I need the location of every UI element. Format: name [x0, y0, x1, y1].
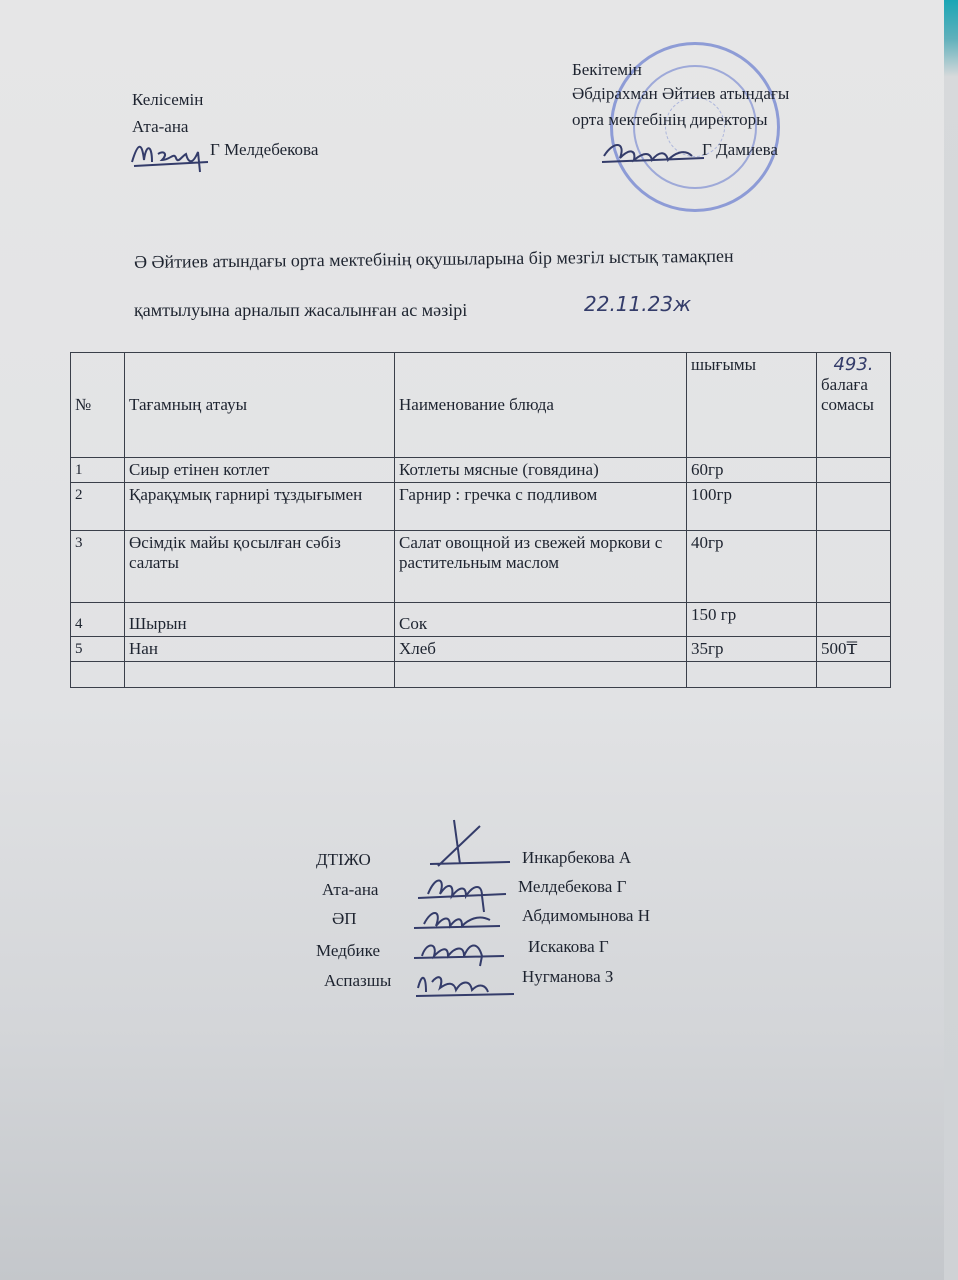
- dish-price: [817, 483, 891, 531]
- header-output: шығымы: [687, 353, 817, 458]
- school-name-line2: орта мектебінің директоры: [572, 110, 768, 129]
- header-dish-kz: Тағамның атауы: [125, 353, 395, 458]
- parent-name: Г Мелдебекова: [210, 140, 319, 159]
- director-signature: [600, 134, 710, 170]
- parent-signature: [128, 132, 218, 174]
- table-row: [71, 458, 891, 483]
- row-number: 4: [71, 603, 125, 637]
- dish-output: 150 гр: [687, 603, 817, 637]
- header-price: [817, 353, 891, 458]
- signature-name: Абдимомынова Н: [522, 906, 650, 925]
- dish-name-ru: Котлеты мясные (говядина): [395, 458, 687, 483]
- school-name-line1: Әбдірахман Әйтиев атындағы: [572, 84, 790, 103]
- header-price-line1: балаға: [821, 375, 868, 394]
- signature-role: ӘП: [332, 909, 357, 928]
- dish-price: [817, 458, 891, 483]
- dish-name-ru: Сок: [395, 603, 687, 637]
- signature-role: Аспазшы: [324, 971, 392, 990]
- dish-name-kz: [125, 662, 395, 688]
- signature-role: ДТІЖО: [316, 850, 371, 869]
- parent-role-label: Ата-ана: [132, 117, 189, 136]
- dish-name-kz: Шырын: [125, 603, 395, 637]
- header-dish-ru: Наименование блюда: [395, 353, 687, 458]
- approve-label: Бекітемін: [572, 60, 642, 79]
- title-line2: қамтылуына арналып жасалынған ас мәзірі: [134, 300, 468, 320]
- dish-price: [817, 603, 891, 637]
- dish-price: 500₸: [817, 637, 891, 662]
- dish-price: [817, 662, 891, 688]
- dish-name-kz: Нан: [125, 637, 395, 662]
- header-price-line2: сомасы: [821, 395, 874, 414]
- dish-name-ru: [395, 662, 687, 688]
- row-number: 5: [71, 637, 125, 662]
- dish-name-ru: Салат овощной из свежей моркови с растительным маслом: [395, 531, 687, 603]
- agree-label: Келісемін: [132, 90, 204, 109]
- background-edge: [944, 0, 958, 1280]
- table-row: [71, 637, 891, 662]
- dish-name-ru: Хлеб: [395, 637, 687, 662]
- signature-name: Инкарбекова А: [522, 848, 632, 867]
- title-line1: Ә Әйтиев атындағы орта мектебінің оқушыларына бір мезгіл ыстық тамақпен: [133, 245, 734, 272]
- signature-name: Мелдебекова Г: [518, 877, 627, 896]
- dish-output: 60гр: [687, 458, 817, 483]
- signature-role: Медбике: [316, 941, 380, 960]
- handwritten-date: 22.11.23ж: [584, 292, 692, 316]
- table-header-row: [71, 353, 891, 458]
- row-number: 1: [71, 458, 125, 483]
- handwritten-student-count: 493.: [833, 354, 874, 375]
- dish-output: [687, 662, 817, 688]
- director-name: Г Дамиева: [702, 140, 778, 159]
- table-row: [71, 603, 891, 637]
- dish-name-kz: Қарақұмық гарнирі тұздығымен: [125, 483, 395, 531]
- signature-role: Ата-ана: [322, 880, 379, 899]
- staff-signatures: [410, 816, 520, 1016]
- dish-price: [817, 531, 891, 603]
- header-number: №: [71, 353, 125, 458]
- dish-name-kz: Өсімдік майы қосылған сәбіз салаты: [125, 531, 395, 603]
- row-number: 3: [71, 531, 125, 603]
- row-number: [71, 662, 125, 688]
- dish-name-ru: Гарнир : гречка с подливом: [395, 483, 687, 531]
- table-row: [71, 531, 891, 603]
- dish-output: 40гр: [687, 531, 817, 603]
- dish-output: 100гр: [687, 483, 817, 531]
- dish-name-kz: Сиыр етінен котлет: [125, 458, 395, 483]
- row-number: 2: [71, 483, 125, 531]
- dish-output: 35гр: [687, 637, 817, 662]
- table-row: [71, 483, 891, 531]
- signature-name: Нугманова З: [522, 967, 614, 986]
- table-row: [71, 662, 891, 688]
- signature-name: Искакова Г: [528, 937, 609, 956]
- menu-table: [70, 352, 891, 688]
